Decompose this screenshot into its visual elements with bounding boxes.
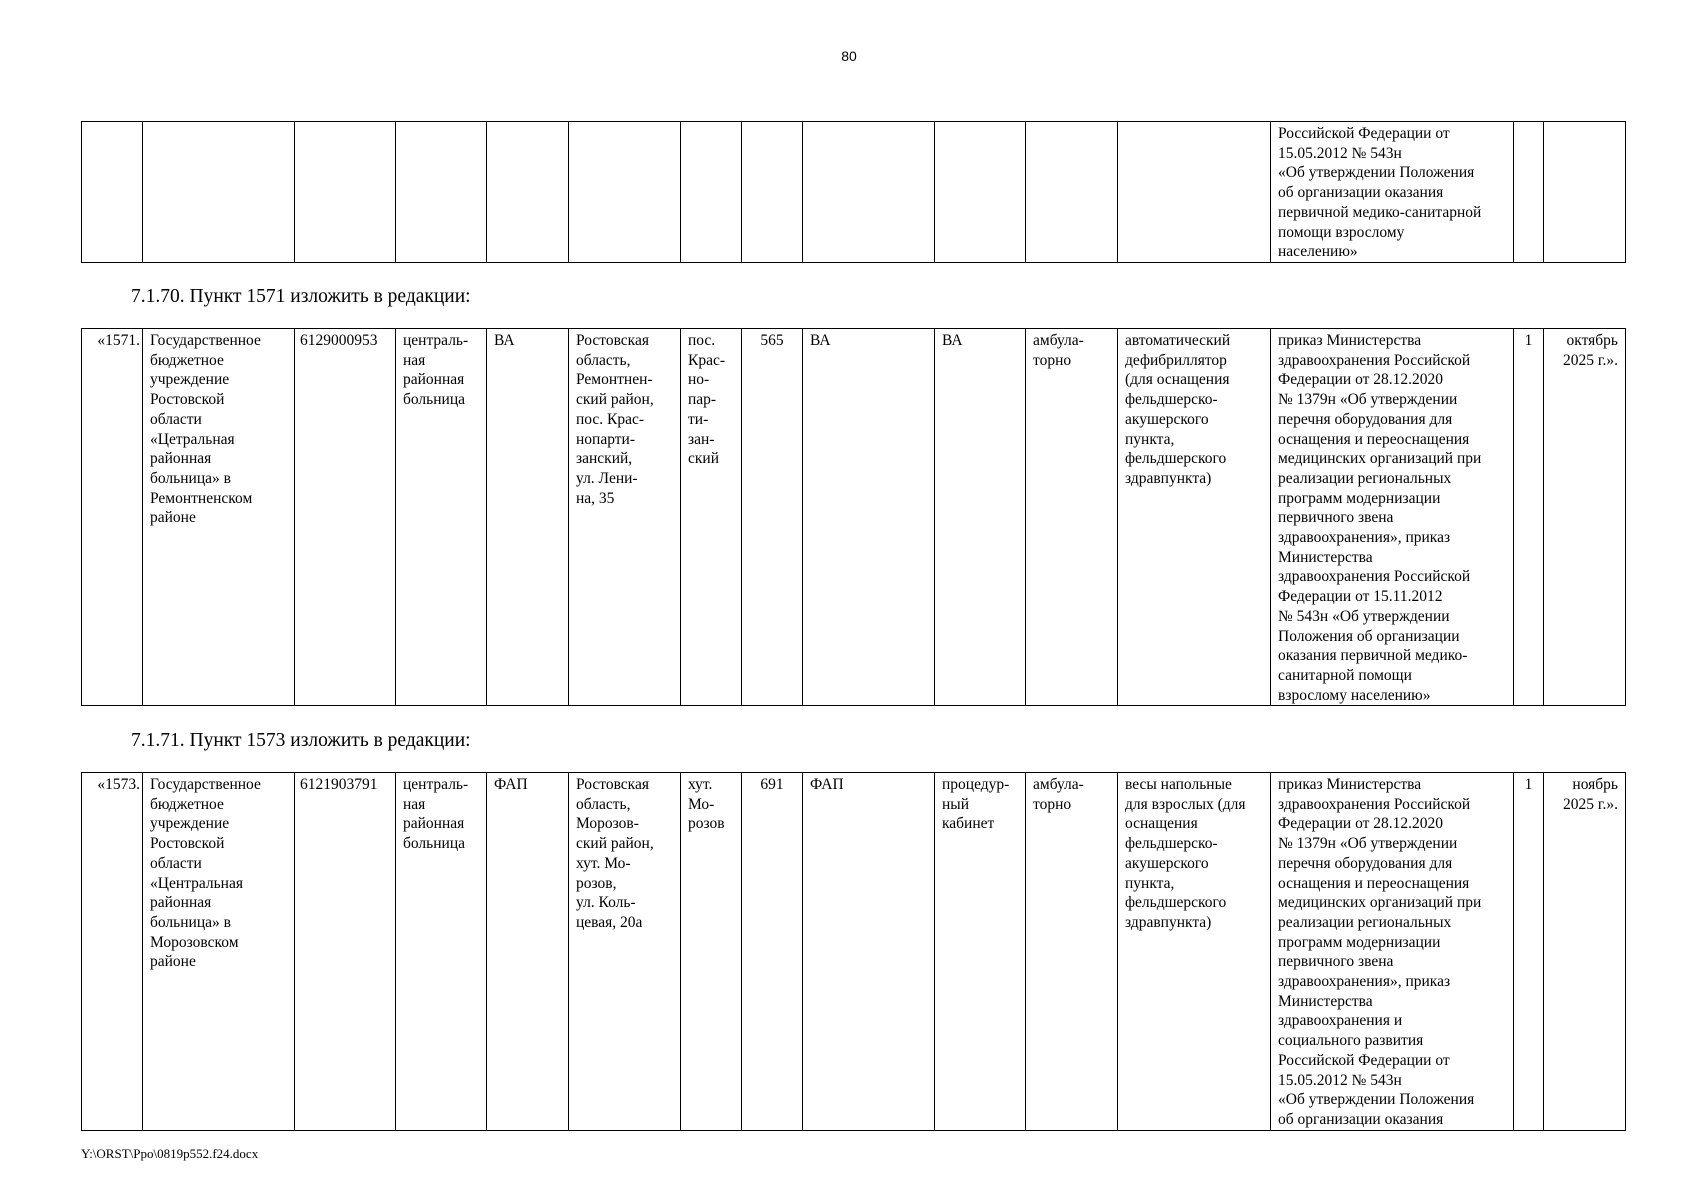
room: процедур- ный кабинет [935,773,1026,1131]
care-form: амбула- торно [1026,329,1118,706]
file-path-footer: Y:\ORST\Ppo\0819p552.f24.docx [81,1146,259,1161]
equipment: весы напольные для взрослых (для оснащения фельдшерско- акушерского пункта, фельдшерского здравпункта) [1118,773,1271,1131]
table-item-1573 [81,772,1626,1131]
organization-type: централь- ная районная больница [396,773,487,1131]
unit-type: ФАП [487,773,569,1131]
inn: 6121903791 [295,773,396,1131]
organization-name: Государственное бюджетное учреждение Ростовской области «Цетральная районная больница» в Ремонтненском районе [143,329,295,706]
section-heading-1573: 7.1.71. Пункт 1573 изложить в редакции: [131,730,471,751]
address: Ростовская область, Морозов- ский район, хут. Мо- розов, ул. Коль- цевая, 20а [569,773,681,1131]
organization-type: централь- ная районная больница [396,329,487,706]
settlement: хут. Мо- розов [681,773,742,1131]
table-row [82,122,1626,263]
item-number: «1571. [82,329,143,706]
quantity: 1 [1514,773,1544,1131]
organization-name: Государственное бюджетное учреждение Ростовской области «Центральная районная больница» в Морозовском районе [143,773,295,1131]
section-heading-1571: 7.1.70. Пункт 1571 изложить в редакции: [131,286,471,307]
inn: 6129000953 [295,329,396,706]
population: 691 [742,773,803,1131]
equipment: автоматический дефибриллятор (для оснащения фельдшерско- акушерского пункта, фельдшерского здравпункта) [1118,329,1271,706]
table-row [82,329,1626,706]
table-continuation [81,121,1626,263]
unit-type: ВА [487,329,569,706]
population: 565 [742,329,803,706]
unit-type-2: ВА [803,329,935,706]
legal-basis-cell: приказ Министерства здравоохранения Российской Федерации от 28.12.2020 № 1379н «Об утверждении перечня оборудования для оснащения и переоснащения медицинских организаций при реализации региональных программ модернизации первичного звена здравоохранения», приказ Министерства здравоохранения Российской Федерации от 15.11.2012 № 543н «Об утверждении Положения об организации оказания первичной медико- санитарной помощи взрослому населению» [1271,329,1514,706]
table-item-1571 [81,328,1626,706]
table-row [82,773,1626,1131]
page-number: 80 [841,48,857,64]
legal-basis-cell: приказ Министерства здравоохранения Российской Федерации от 28.12.2020 № 1379н «Об утверждении перечня оборудования для оснащения и переоснащения медицинских организаций при реализации региональных программ модернизации первичного звена здравоохранения», приказ Министерства здравоохранения и социального развития Российской Федерации от 15.05.2012 № 543н «Об утверждении Положения об организации оказания [1271,773,1514,1131]
legal-basis-cell: Российской Федерации от 15.05.2012 № 543н «Об утверждении Положения об организации оказания первичной медико-санитарной помощи взрослому населению» [1271,122,1514,263]
quantity: 1 [1514,329,1544,706]
unit-type-2: ФАП [803,773,935,1131]
settlement: пос. Крас- но- пар- ти- зан- ский [681,329,742,706]
deadline: ноябрь 2025 г.». [1544,773,1626,1131]
item-number: «1573. [82,773,143,1131]
care-form: амбула- торно [1026,773,1118,1131]
room: ВА [935,329,1026,706]
address: Ростовская область, Ремонтнен- ский район, пос. Крас- нопарти- занский, ул. Лени- на, 35 [569,329,681,706]
deadline: октябрь 2025 г.». [1544,329,1626,706]
